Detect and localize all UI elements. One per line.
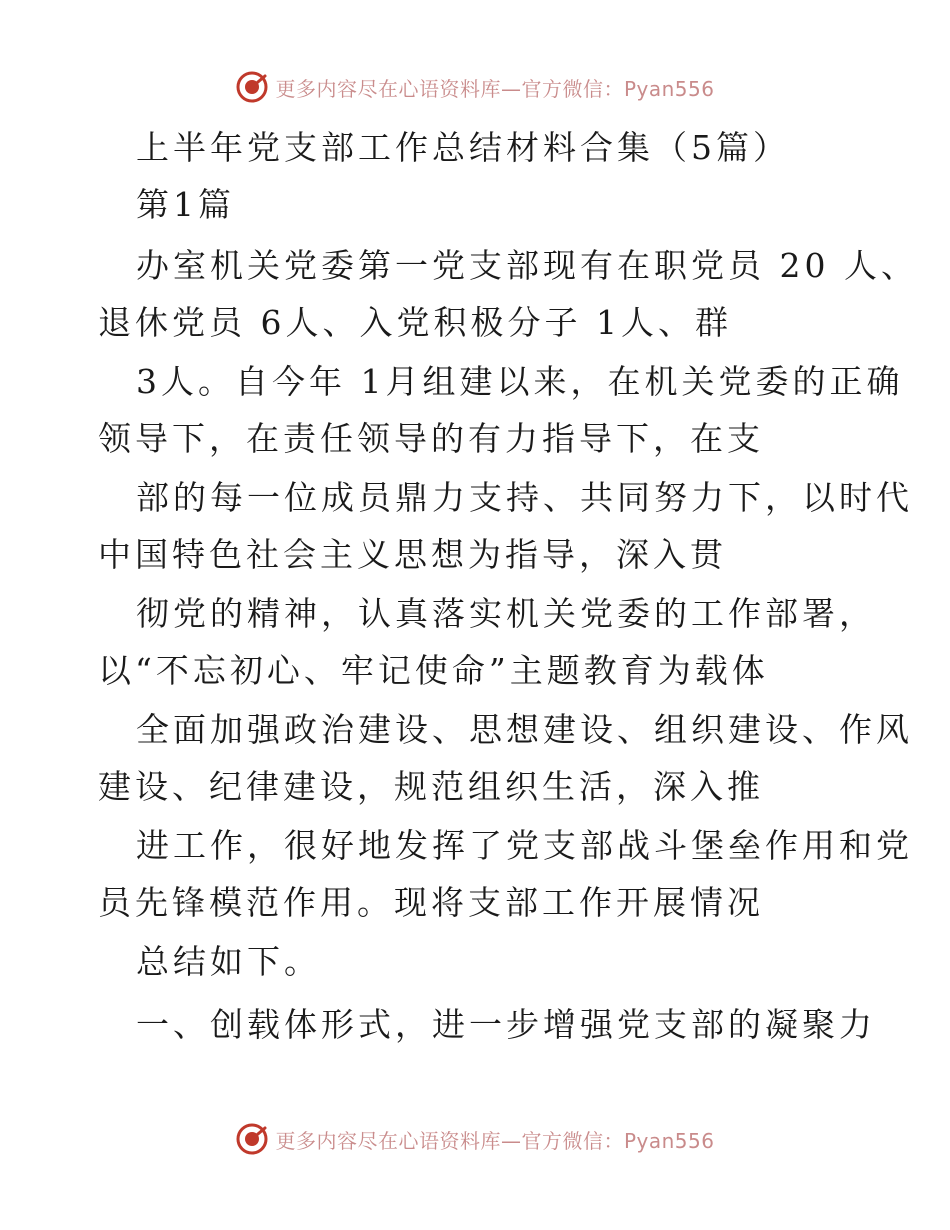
paragraph-line: 员先锋模范作用。现将支部工作开展情况 bbox=[98, 883, 764, 922]
watermark-text: 更多内容尽在心语资料库—官方微信：Pyan556 bbox=[275, 1128, 715, 1153]
paragraph-line: 以“不忘初心、牢记使命”主题教育为载体 bbox=[98, 651, 769, 690]
section-heading-1: 一、创载体形式，进一步增强党支部的凝聚力 bbox=[136, 1005, 876, 1044]
paragraph-line: 退休党员 6人、入党积极分子 1人、群 bbox=[98, 303, 732, 342]
logo-icon bbox=[235, 70, 269, 104]
paragraph-line: 总结如下。 bbox=[136, 942, 321, 981]
paragraph-line: 中国特色社会主义思想为指导，深入贯 bbox=[98, 535, 727, 574]
header-watermark bbox=[0, 70, 950, 104]
logo-icon bbox=[235, 1122, 269, 1156]
paragraph-line: 彻党的精神，认真落实机关党委的工作部署， bbox=[136, 594, 876, 633]
paragraph-line: 领导下，在责任领导的有力指导下，在支 bbox=[98, 419, 764, 458]
paragraph-line: 办室机关党委第一党支部现有在职党员 20 人、 bbox=[136, 246, 918, 285]
footer-watermark bbox=[0, 1122, 950, 1156]
paragraph-line: 建设、纪律建设，规范组织生活，深入推 bbox=[98, 767, 764, 806]
paragraph-line: 进工作，很好地发挥了党支部战斗堡垒作用和党 bbox=[136, 826, 913, 865]
paragraph-line: 全面加强政治建设、思想建设、组织建设、作风 bbox=[136, 710, 913, 749]
section-heading: 第1篇 bbox=[136, 185, 235, 224]
document-title: 上半年党支部工作总结材料合集（5篇） bbox=[136, 128, 790, 167]
paragraph-line: 部的每一位成员鼎力支持、共同努力下，以时代 bbox=[136, 478, 913, 517]
watermark-text: 更多内容尽在心语资料库—官方微信：Pyan556 bbox=[275, 76, 715, 101]
paragraph-line: 3人。自今年 1月组建以来，在机关党委的正确 bbox=[136, 362, 904, 401]
